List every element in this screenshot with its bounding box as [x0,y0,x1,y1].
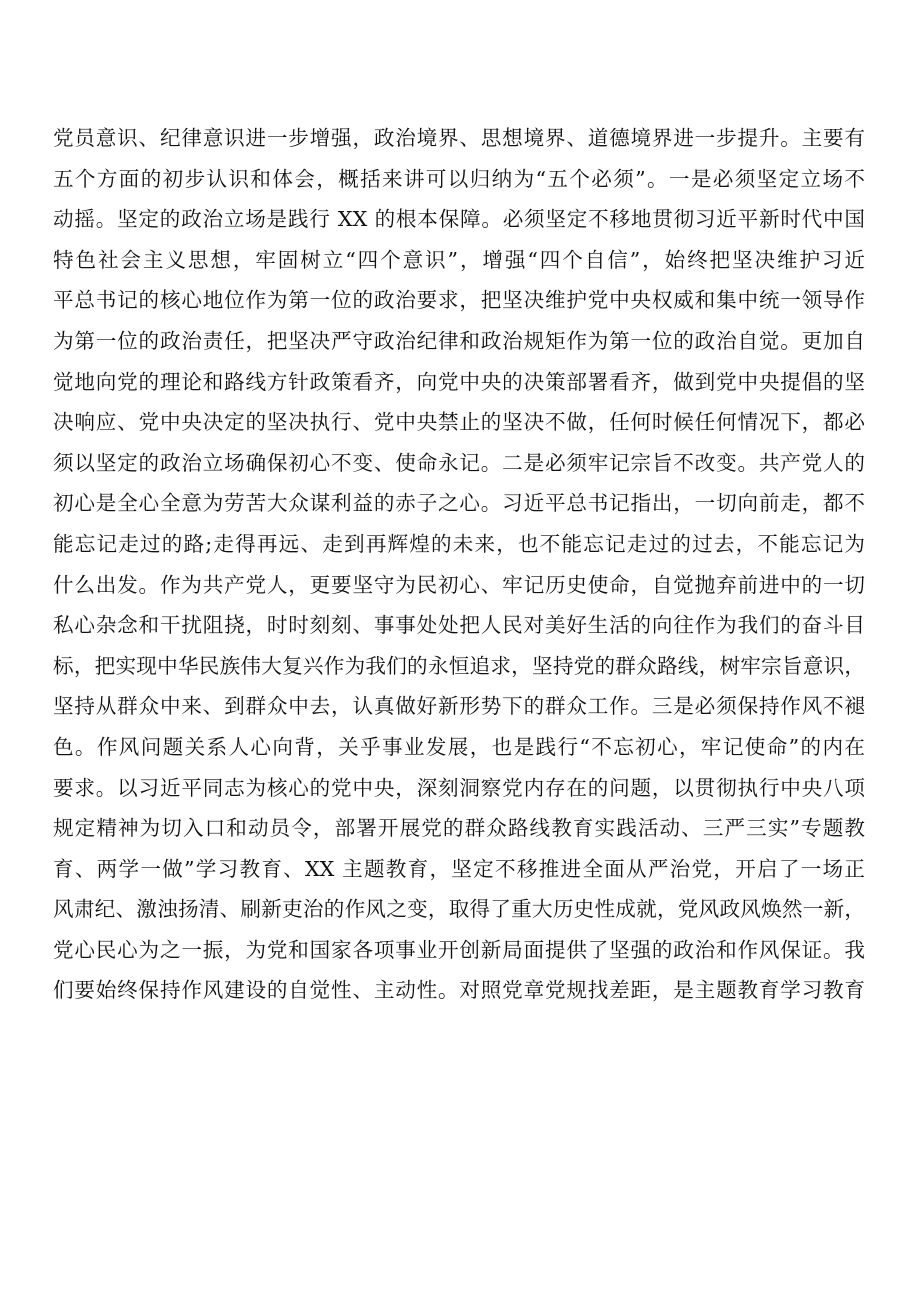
paragraph-line: 什么出发。作为共产党人，更要坚守为民初心、牢记历史使命，自觉抛弃前进中的一切 [53,572,865,597]
paragraph-line: 党员意识、纪律意识进一步增强，政治境界、思想境界、道德境界进一步提升。主要有 [53,126,865,150]
paragraph-line: 风肃纪、激浊扬清、刷新吏治的作风之变，取得了重大历史性成就，党风政风焕然一新， [53,897,865,922]
paragraph-line: 党心民心为之一振，为党和国家各项事业开创新局面提供了坚强的政治和作风保证。我 [53,937,865,962]
paragraph-line: 平总书记的核心地位作为第一位的政治要求，把坚决维护党中央权威和集中统一领导作 [53,288,865,313]
paragraph-line: 初心是全心全意为劳苦大众谋利益的赤子之心。习近平总书记指出，一切向前走，都不 [53,491,865,516]
paragraph-line: 育、两学一做”学习教育、XX 主题教育，坚定不移推进全面从严治党，开启了一场正 [53,856,865,881]
paragraph-line: 标，把实现中华民族伟大复兴作为我们的永恒追求，坚持党的群众路线，树牢宗旨意识， [53,653,865,678]
paragraph-line: 能忘记走过的路;走得再远、走到再辉煌的未来，也不能忘记走过的过去，不能忘记为 [53,531,865,556]
body-paragraph [53,118,865,1011]
paragraph-line: 特色社会主义思想，牢固树立“四个意识”，增强“四个自信”，始终把坚决维护习近 [53,247,865,272]
paragraph-line: 色。作风问题关系人心向背，关乎事业发展，也是践行“不忘初心，牢记使命”的内在 [53,734,865,759]
paragraph-line: 须以坚定的政治立场确保初心不变、使命永记。二是必须牢记宗旨不改变。共产党人的 [53,450,865,475]
paragraph-line: 五个方面的初步认识和体会，概括来讲可以归纳为“五个必须”。一是必须坚定立场不 [53,166,865,191]
paragraph-line: 私心杂念和干扰阻挠，时时刻刻、事事处处把人民对美好生活的向往作为我们的奋斗目 [53,613,865,638]
paragraph-line: 为第一位的政治责任，把坚决严守政治纪律和政治规矩作为第一位的政治自觉。更加自 [53,328,865,353]
paragraph-line: 规定精神为切入口和动员令，部署开展党的群众路线教育实践活动、三严三实”专题教 [53,816,865,841]
paragraph-line: 决响应、党中央决定的坚决执行、党中央禁止的坚决不做，任何时候任何情况下，都必 [53,410,865,435]
paragraph-line: 坚持从群众中来、到群众中去，认真做好新形势下的群众工作。三是必须保持作风不褪 [53,694,865,719]
paragraph-line: 们要始终保持作风建设的自觉性、主动性。对照党章党规找差距，是主题教育学习教育 [53,978,865,1003]
paragraph-line: 觉地向党的理论和路线方针政策看齐，向党中央的决策部署看齐，做到党中央提倡的坚 [53,369,865,394]
paragraph-line: 动摇。坚定的政治立场是践行 XX 的根本保障。必须坚定不移地贯彻习近平新时代中国 [53,207,865,232]
paragraph-line: 要求。以习近平同志为核心的党中央，深刻洞察党内存在的问题，以贯彻执行中央八项 [53,775,865,800]
